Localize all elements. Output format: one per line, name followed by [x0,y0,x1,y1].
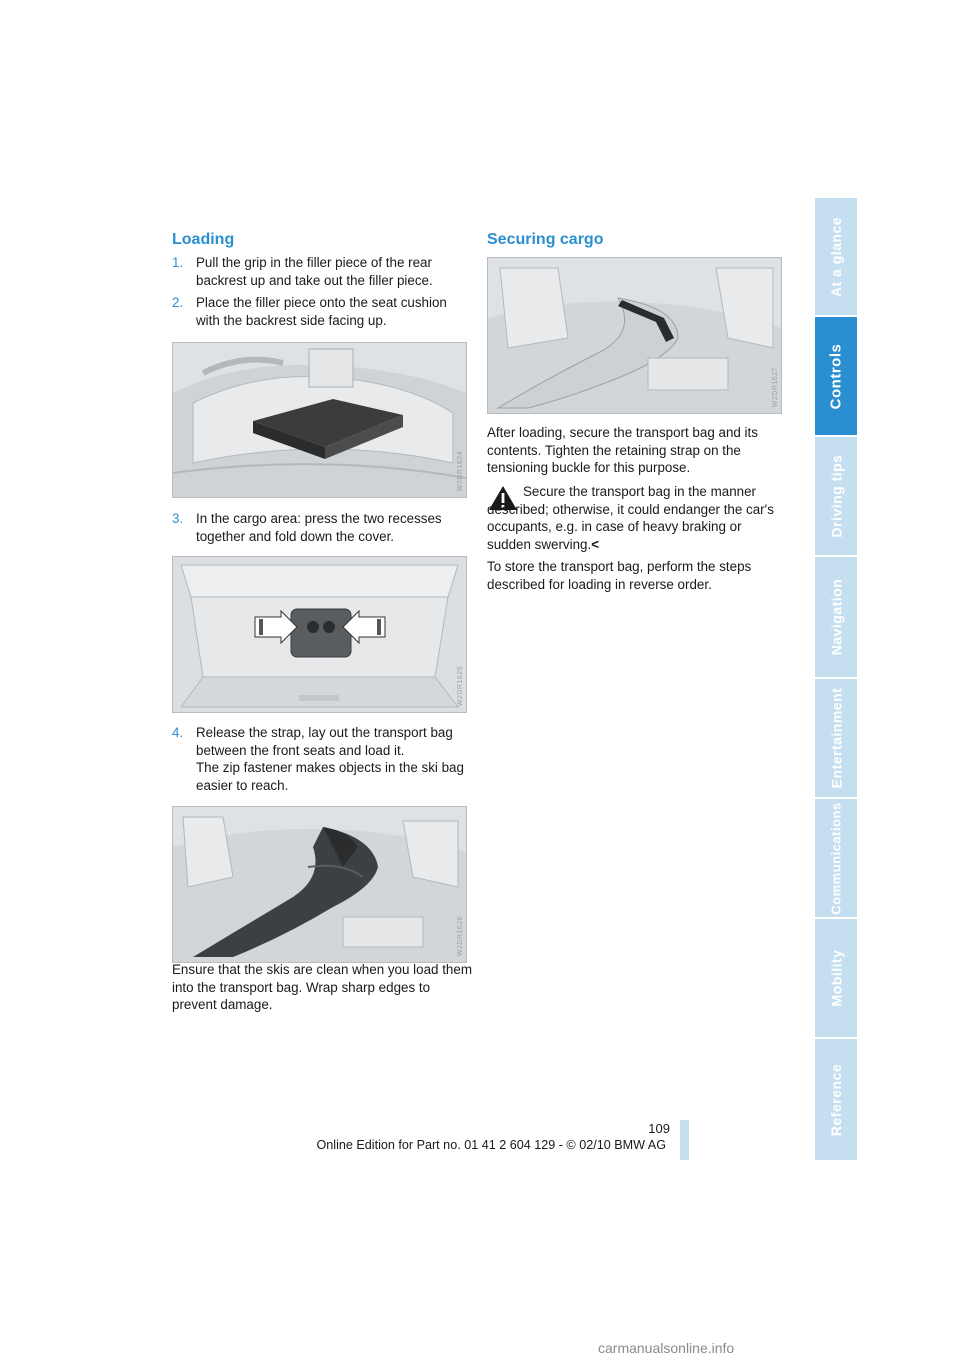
figure-filler-piece: W2DR1624 [172,342,467,498]
closing-paragraph: Ensure that the skis are clean when you load them into the transport bag. Wrap sharp edges to prevent damage. [172,962,472,1012]
figure-cargo-area: W2DR1625 [172,556,467,713]
step-1: 1. Pull the grip in the filler piece of the rear backrest up and take out the filler piece. [172,255,433,288]
tab-communications[interactable]: Communications [815,799,857,917]
figure-transport-bag: W2DR1626 [172,806,467,963]
tab-navigation[interactable]: Navigation [815,557,857,677]
warning-paragraph: Secure the transport bag in the manner described; otherwise, it could endanger the car's occupants, e.g. in case of heavy braking or sudden swerving.< [487,484,774,552]
heading-loading: Loading [172,231,235,248]
tab-entertainment[interactable]: Entertainment [815,679,857,797]
step-2: 2. Place the filler piece onto the seat cushion with the backrest side facing up. [172,295,447,328]
page-number: 109 [648,1121,670,1136]
section-tabs [815,198,857,1160]
tab-driving-tips[interactable]: Driving tips [815,437,857,555]
heading-securing-cargo: Securing cargo [487,231,604,248]
footer-bar [680,1120,689,1160]
edition-line: Online Edition for Part no. 01 41 2 604 129 - © 02/10 BMW AG [316,1138,666,1152]
step-4: 4. Release the strap, lay out the transport bag between the front seats and load it. The zip fastener makes objects in the ski bag easier to reach. [172,725,464,793]
tab-mobility[interactable]: Mobility [815,919,857,1037]
tab-reference[interactable]: Reference [815,1039,857,1160]
securing-cargo-illustration [488,258,781,413]
watermark: carmanualsonline.info [598,1340,735,1356]
tab-controls[interactable]: Controls [815,317,857,435]
securing-paragraph: After loading, secure the transport bag and its contents. Tighten the retaining strap on the tensioning buckle for this purpose. [487,425,758,475]
end-mark: < [591,536,600,552]
figure-securing-cargo: W2DR1627 [487,257,782,414]
tab-at-a-glance[interactable]: At a glance [815,198,857,315]
cargo-area-illustration [173,557,466,712]
transport-bag-illustration [173,807,466,962]
filler-piece-illustration [173,343,466,497]
step-3: 3. In the cargo area: press the two recesses together and fold down the cover. [172,511,442,544]
store-paragraph: To store the transport bag, perform the steps described for loading in reverse order. [487,559,752,592]
